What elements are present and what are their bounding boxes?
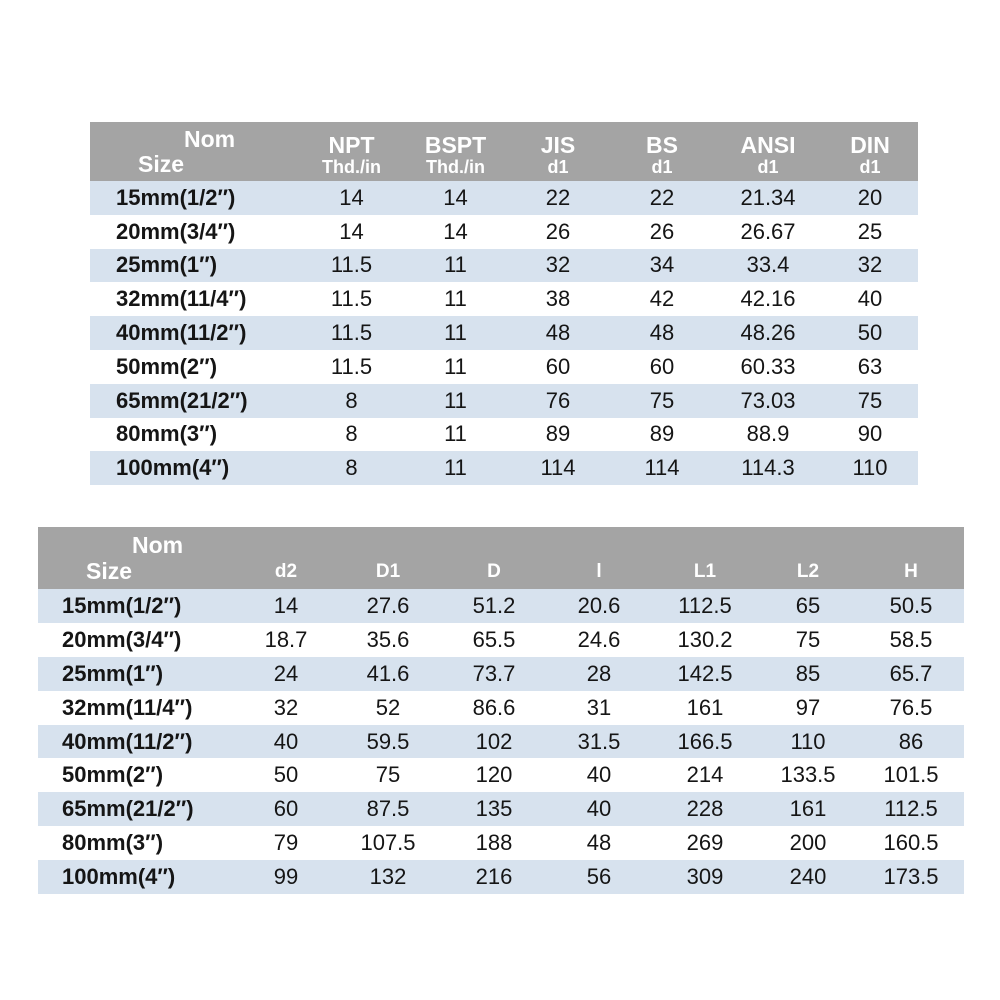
H-header: H [858,527,964,589]
L1-cell: 214 [652,758,758,792]
L2-cell: 75 [758,623,858,657]
D1-cell: 59.5 [334,725,442,759]
dimensions-table [38,527,964,894]
bspt-cell: 14 [405,181,506,215]
l-cell: 20.6 [546,589,652,623]
jis-cell: 32 [506,249,610,283]
din-header: DIN d1 [822,122,918,181]
size-cell: 25mm(1″) [38,657,238,691]
L1-cell: 142.5 [652,657,758,691]
L2-header: L2 [758,527,858,589]
npt-cell: 11.5 [298,249,405,283]
D1-cell: 41.6 [334,657,442,691]
ansi-header: ANSI d1 [714,122,822,181]
ansi-cell: 42.16 [714,282,822,316]
din-cell: 63 [822,350,918,384]
size-cell: 15mm(1/2″) [90,181,298,215]
D-header: D [442,527,546,589]
l-cell: 31.5 [546,725,652,759]
L1-cell: 269 [652,826,758,860]
jis-cell: 89 [506,418,610,452]
jis-cell: 48 [506,316,610,350]
size-cell: 65mm(21/2″) [38,792,238,826]
table-row [90,282,918,316]
npt-cell: 8 [298,418,405,452]
L2-cell: 200 [758,826,858,860]
din-cell: 90 [822,418,918,452]
d2-cell: 79 [238,826,334,860]
nom-size-header [90,122,298,181]
L2-cell: 85 [758,657,858,691]
jis-cell: 22 [506,181,610,215]
jis-cell: 60 [506,350,610,384]
size-cell: 50mm(2″) [38,758,238,792]
H-cell: 160.5 [858,826,964,860]
L1-cell: 228 [652,792,758,826]
D-cell: 73.7 [442,657,546,691]
bspt-cell: 14 [405,215,506,249]
bspt-cell: 11 [405,249,506,283]
table-row [90,316,918,350]
table-row [38,691,964,725]
l-cell: 40 [546,758,652,792]
size-cell: 80mm(3″) [38,826,238,860]
din-cell: 50 [822,316,918,350]
npt-cell: 14 [298,215,405,249]
npt-cell: 8 [298,451,405,485]
size-cell: 65mm(21/2″) [90,384,298,418]
H-cell: 173.5 [858,860,964,894]
bs-cell: 22 [610,181,714,215]
din-cell: 110 [822,451,918,485]
d2-cell: 60 [238,792,334,826]
L1-cell: 112.5 [652,589,758,623]
D1-cell: 87.5 [334,792,442,826]
d2-cell: 99 [238,860,334,894]
table-row [90,249,918,283]
bs-cell: 34 [610,249,714,283]
size-label: Size [86,558,133,584]
jis-cell: 26 [506,215,610,249]
size-cell: 15mm(1/2″) [38,589,238,623]
L2-cell: 133.5 [758,758,858,792]
jis-cell: 38 [506,282,610,316]
D-cell: 188 [442,826,546,860]
ansi-cell: 73.03 [714,384,822,418]
D1-cell: 27.6 [334,589,442,623]
D-cell: 65.5 [442,623,546,657]
ansi-cell: 60.33 [714,350,822,384]
ansi-cell: 48.26 [714,316,822,350]
din-cell: 25 [822,215,918,249]
size-cell: 100mm(4″) [38,860,238,894]
ansi-cell: 26.67 [714,215,822,249]
D-cell: 102 [442,725,546,759]
table-row [90,384,918,418]
H-cell: 50.5 [858,589,964,623]
bs-cell: 114 [610,451,714,485]
size-cell: 25mm(1″) [90,249,298,283]
L1-cell: 166.5 [652,725,758,759]
H-cell: 58.5 [858,623,964,657]
din-cell: 20 [822,181,918,215]
table-row [38,758,964,792]
table-row [90,181,918,215]
size-cell: 20mm(3/4″) [38,623,238,657]
bs-cell: 89 [610,418,714,452]
bspt-cell: 11 [405,451,506,485]
din-cell: 32 [822,249,918,283]
L2-cell: 240 [758,860,858,894]
table-row [38,623,964,657]
bs-cell: 60 [610,350,714,384]
jis-cell: 114 [506,451,610,485]
L1-cell: 130.2 [652,623,758,657]
l-cell: 24.6 [546,623,652,657]
table-row [38,657,964,691]
L2-cell: 161 [758,792,858,826]
nom-size-header [38,527,238,589]
D-cell: 216 [442,860,546,894]
jis-header: JIS d1 [506,122,610,181]
din-cell: 40 [822,282,918,316]
ansi-cell: 21.34 [714,181,822,215]
table-row [38,826,964,860]
L2-cell: 97 [758,691,858,725]
npt-cell: 11.5 [298,282,405,316]
size-cell: 20mm(3/4″) [90,215,298,249]
size-label: Size [138,151,185,177]
din-cell: 75 [822,384,918,418]
bspt-cell: 11 [405,282,506,316]
size-cell: 80mm(3″) [90,418,298,452]
table-row [90,215,918,249]
table-row [90,418,918,452]
d2-header: d2 [238,527,334,589]
npt-cell: 11.5 [298,350,405,384]
D1-cell: 52 [334,691,442,725]
size-cell: 100mm(4″) [90,451,298,485]
ansi-cell: 114.3 [714,451,822,485]
bs-header: BS d1 [610,122,714,181]
l-header: l [546,527,652,589]
l-cell: 28 [546,657,652,691]
D1-cell: 75 [334,758,442,792]
ansi-cell: 33.4 [714,249,822,283]
size-cell: 32mm(11/4″) [38,691,238,725]
l-cell: 56 [546,860,652,894]
D1-header: D1 [334,527,442,589]
table-header-row [38,527,964,589]
npt-cell: 8 [298,384,405,418]
table-header-row [90,122,918,181]
H-cell: 101.5 [858,758,964,792]
d2-cell: 24 [238,657,334,691]
D-cell: 135 [442,792,546,826]
table-row [38,860,964,894]
D1-cell: 132 [334,860,442,894]
size-cell: 32mm(11/4″) [90,282,298,316]
D-cell: 120 [442,758,546,792]
H-cell: 76.5 [858,691,964,725]
bs-cell: 75 [610,384,714,418]
d2-cell: 18.7 [238,623,334,657]
l-cell: 31 [546,691,652,725]
d2-cell: 50 [238,758,334,792]
D-cell: 86.6 [442,691,546,725]
D-cell: 51.2 [442,589,546,623]
size-cell: 40mm(11/2″) [90,316,298,350]
table-row [38,725,964,759]
bspt-cell: 11 [405,316,506,350]
npt-cell: 14 [298,181,405,215]
npt-header: NPT Thd./in [298,122,405,181]
thread-standards-table [90,122,918,485]
bs-cell: 26 [610,215,714,249]
L2-cell: 110 [758,725,858,759]
L1-header: L1 [652,527,758,589]
H-cell: 65.7 [858,657,964,691]
ansi-cell: 88.9 [714,418,822,452]
bspt-cell: 11 [405,418,506,452]
npt-cell: 11.5 [298,316,405,350]
size-cell: 50mm(2″) [90,350,298,384]
nom-label: Nom [132,532,184,558]
table-row [38,792,964,826]
D1-cell: 107.5 [334,826,442,860]
table-row [38,589,964,623]
bspt-header: BSPT Thd./in [405,122,506,181]
L2-cell: 65 [758,589,858,623]
l-cell: 40 [546,792,652,826]
size-cell: 40mm(11/2″) [38,725,238,759]
d2-cell: 14 [238,589,334,623]
jis-cell: 76 [506,384,610,418]
d2-cell: 40 [238,725,334,759]
L1-cell: 161 [652,691,758,725]
l-cell: 48 [546,826,652,860]
nom-label: Nom [184,126,236,152]
bspt-cell: 11 [405,350,506,384]
table-row [90,451,918,485]
H-cell: 112.5 [858,792,964,826]
L1-cell: 309 [652,860,758,894]
d2-cell: 32 [238,691,334,725]
H-cell: 86 [858,725,964,759]
D1-cell: 35.6 [334,623,442,657]
bs-cell: 42 [610,282,714,316]
table-row [90,350,918,384]
bs-cell: 48 [610,316,714,350]
bspt-cell: 11 [405,384,506,418]
